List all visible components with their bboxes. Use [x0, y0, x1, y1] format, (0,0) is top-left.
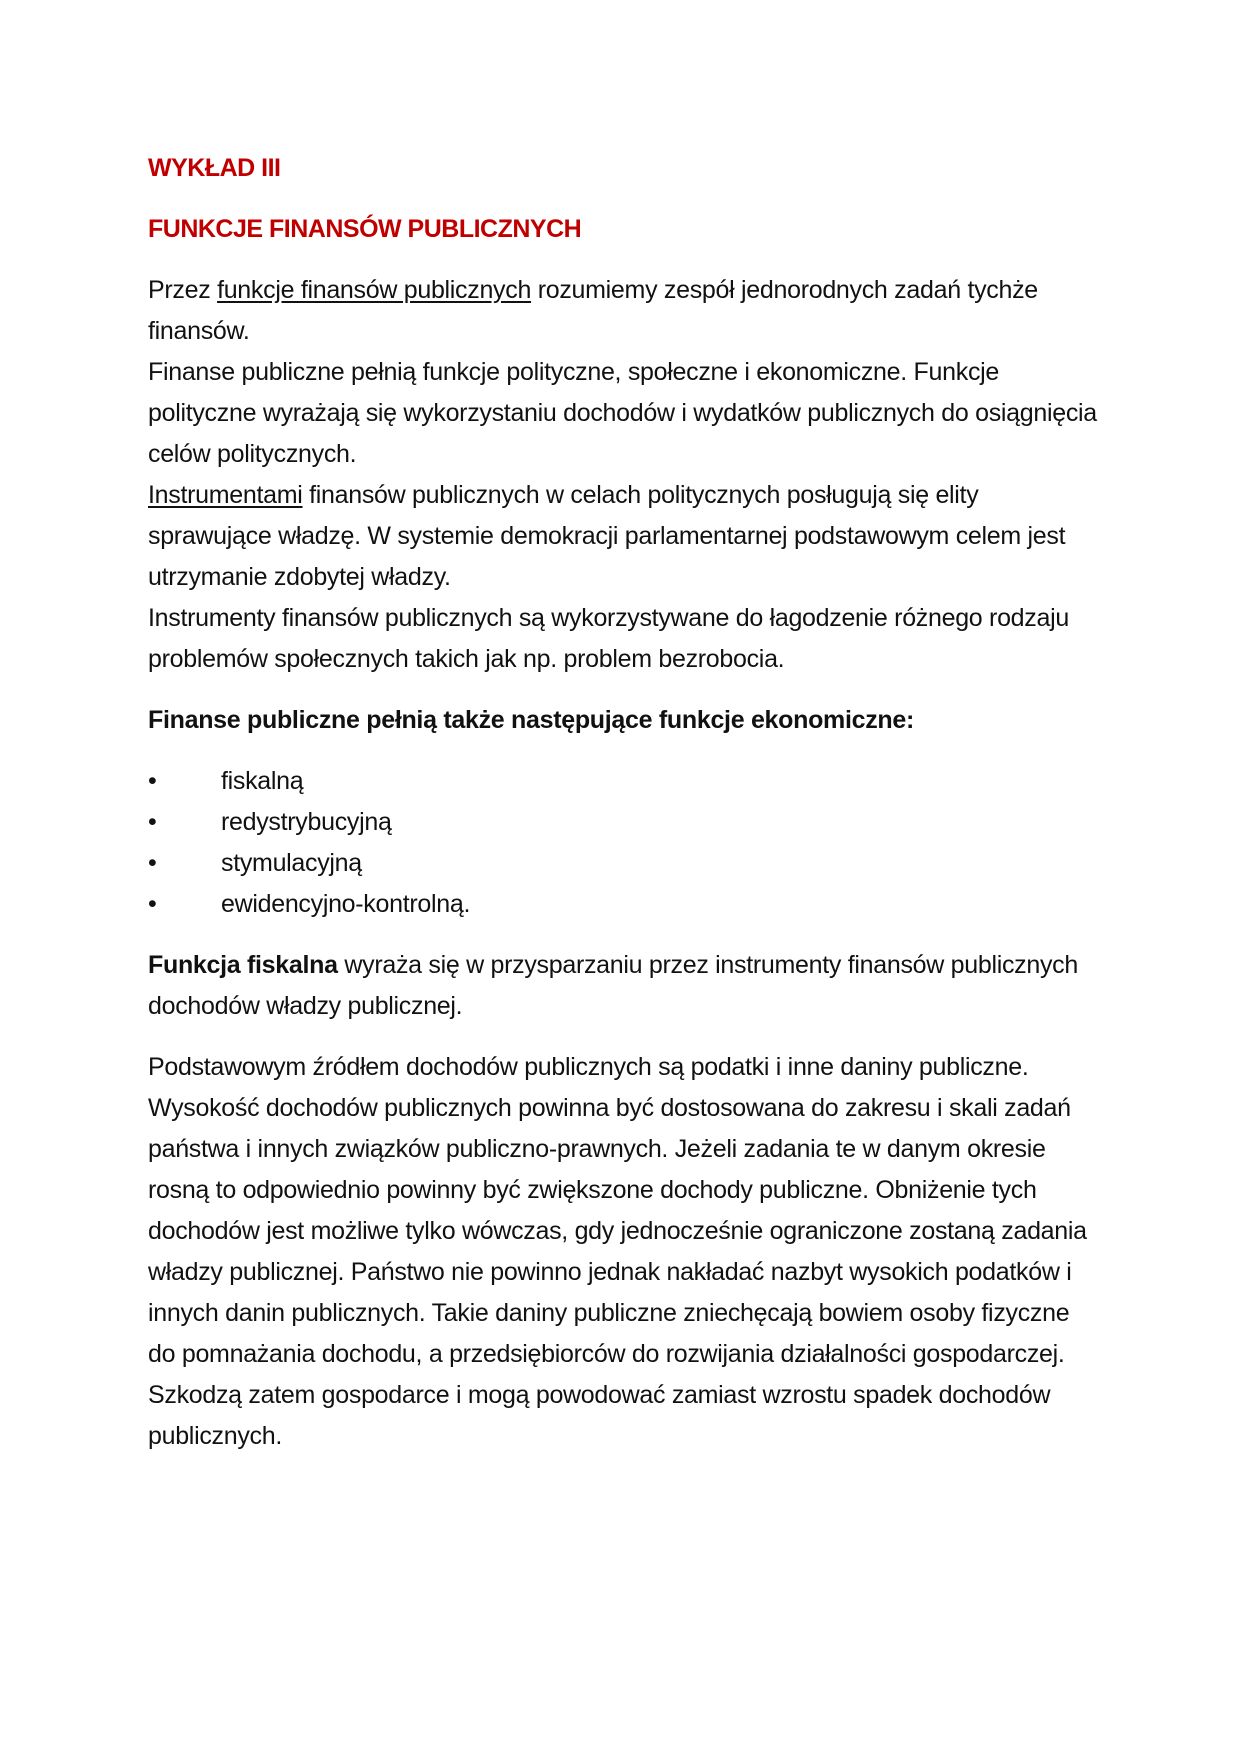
functions-list [148, 761, 1098, 925]
document-page [148, 148, 1098, 1477]
intro-paragraph-1 [148, 270, 1098, 352]
list-item-label: ewidencyjno-kontrolną. [221, 890, 471, 918]
intro-paragraph-3 [148, 475, 1098, 598]
bullet-icon: • [148, 767, 157, 795]
list-item [148, 843, 1098, 884]
list-item [148, 884, 1098, 925]
fiscal-function-paragraph [148, 945, 1098, 1027]
bullet-icon: • [148, 890, 157, 918]
intro-p1-end: rozumiemy zespół jednorodnych zadań tychże finansów. [148, 276, 1038, 345]
closing-paragraph: Podstawowym źródłem dochodów publicznych są podatki i inne daniny publiczne. Wysokość dochodów publicznych powinna być dostosowana do zakresu i skali zadań państwa i innych związków publiczno-prawnych. Jeżeli zadania te w danym okresie rosną to odpowiednio powinny być zwiększone dochody publiczne. Obniżenie tych dochodów jest możliwe tylko wówczas, gdy jednocześnie ograniczone zostaną zadania władzy publicznej. Państwo nie powinno jednak nakładać nazbyt wysokich podatków i innych danin publicznych. Takie daniny publiczne zniechęcają bowiem osoby fizyczne do pomnażania dochodu, a przedsiębiorców do rozwijania działalności gospodarczej. Szkodzą zatem gospodarce i mogą powodować zamiast wzrostu spadek dochodów publicznych. [148, 1053, 1087, 1450]
bullet-icon: • [148, 808, 157, 836]
intro-p3-end: finansów publicznych w celach politycznych posługują się elity sprawujące władzę. W systemie demokracji parlamentarnej podstawowym celem jest utrzymanie zdobytej władzy. [148, 481, 1066, 591]
intro-block [148, 270, 1098, 680]
fiscal-function-term: Funkcja fiskalna [148, 951, 338, 979]
fiscal-function-text: wyraża się w przysparzaniu przez instrumenty finansów publicznych dochodów władzy publicznej. [148, 951, 1078, 1020]
term-instruments: Instrumentami [148, 481, 303, 509]
intro-p1-start: Przez [148, 276, 218, 304]
section-title: FUNKCJE FINANSÓW PUBLICZNYCH [148, 215, 582, 243]
list-item-label: stymulacyjną [221, 849, 362, 877]
term-public-finance-functions: funkcje finansów publicznych [217, 276, 532, 304]
intro-paragraph-2: Finanse publiczne pełnią funkcje polityczne, społeczne i ekonomiczne. Funkcje polityczne wyrażają się wykorzystaniu dochodów i wydatków publicznych do osiągnięcia celów politycznych. [148, 358, 1097, 468]
functions-heading: Finanse publiczne pełnią także następujące funkcje ekonomiczne: [148, 706, 915, 734]
list-item [148, 802, 1098, 843]
bullet-icon: • [148, 849, 157, 877]
list-item [148, 761, 1098, 802]
list-item-label: redystrybucyjną [221, 808, 392, 836]
list-item-label: fiskalną [221, 767, 304, 795]
lecture-title: WYKŁAD III [148, 154, 281, 182]
intro-paragraph-4: Instrumenty finansów publicznych są wykorzystywane do łagodzenie różnego rodzaju problemów społecznych takich jak np. problem bezrobocia. [148, 604, 1069, 673]
